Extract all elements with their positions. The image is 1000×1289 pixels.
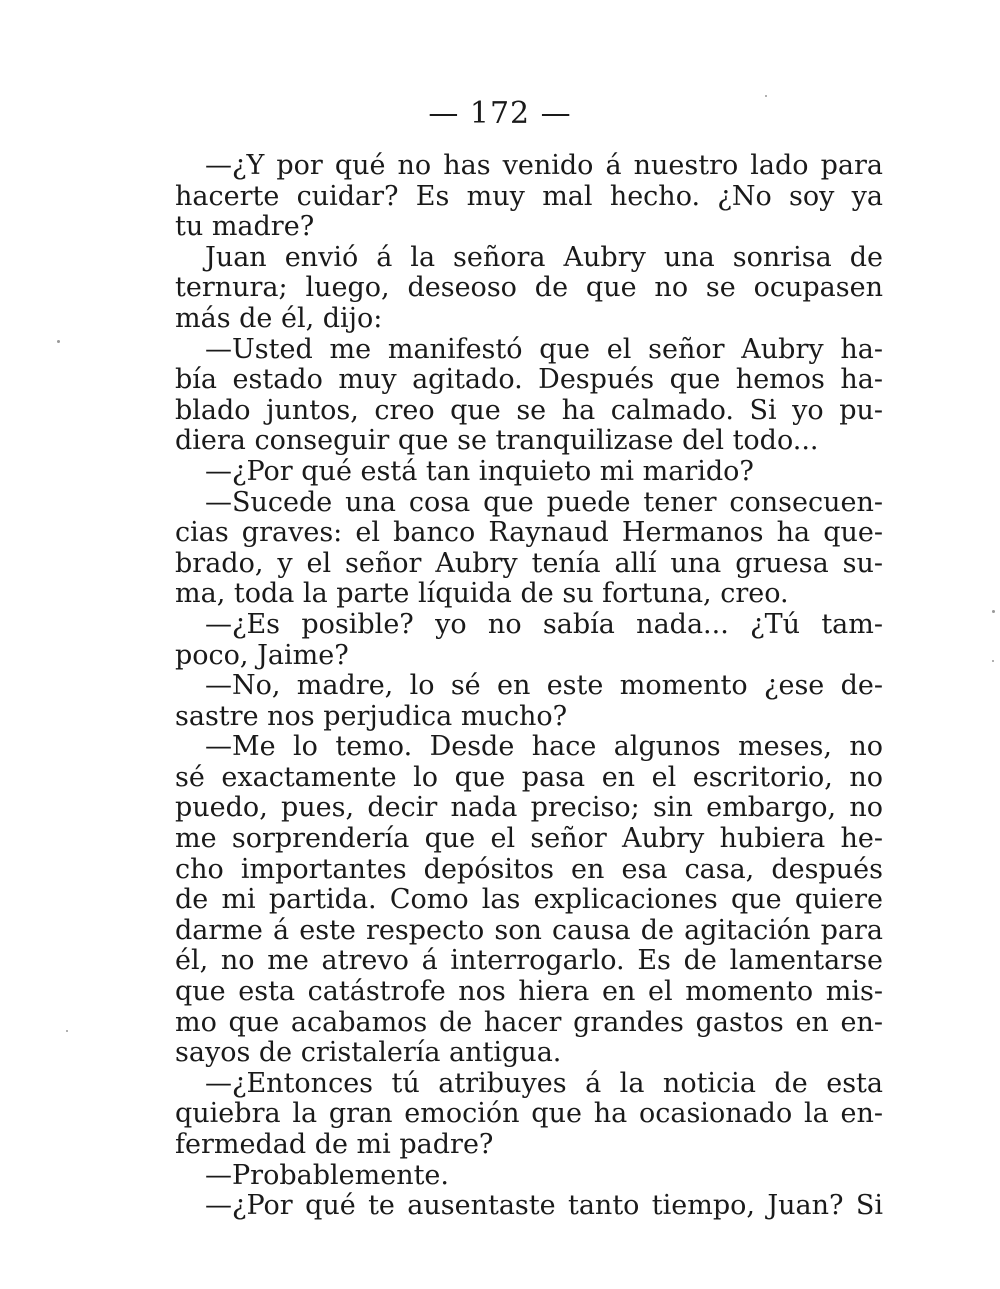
text-line: quiebra la gran emoción que ha ocasionado la en- xyxy=(175,1098,883,1130)
text-line: sé exactamente lo que pasa en el escritorio, no xyxy=(175,761,883,793)
text-line: darme á este respecto son causa de agitación para xyxy=(175,914,883,946)
text-line: —Me lo temo. Desde hace algunos meses, no xyxy=(205,731,883,763)
text-line: que esta catástrofe nos hiera en el momento mis- xyxy=(175,976,883,1008)
text-line: cho importantes depósitos en esa casa, después xyxy=(175,853,883,885)
text-line: sastre nos perjudica mucho? xyxy=(175,700,568,732)
text-line: puedo, pues, decir nada preciso; sin embargo, no xyxy=(175,792,883,824)
page-number: — 172 — xyxy=(428,96,572,131)
text-line: sayos de cristalería antigua. xyxy=(175,1037,562,1069)
text-line: cias graves: el banco Raynaud Hermanos ha que- xyxy=(175,517,883,549)
text-line: fermedad de mi padre? xyxy=(175,1129,494,1160)
text-line: tu madre? xyxy=(175,211,315,243)
text-line: —No, madre, lo sé en este momento ¿ese de- xyxy=(205,670,883,702)
text-line: —¿Entonces tú atribuyes á la noticia de esta xyxy=(205,1067,883,1099)
text-line: —¿Por qué te ausentaste tanto tiempo, Juan? Si xyxy=(205,1190,883,1222)
text-line: Juan envió á la señora Aubry una sonrisa de xyxy=(205,241,883,273)
text-line: diera conseguir que se tranquilizase del todo... xyxy=(175,425,819,457)
text-line: brado, y el señor Aubry tenía allí una gruesa su- xyxy=(175,547,883,579)
text-line: ma, toda la parte líquida de su fortuna, creo. xyxy=(175,578,789,610)
text-line: —¿Es posible? yo no sabía nada... ¿Tú tam- xyxy=(205,608,883,640)
text-line: poco, Jaime? xyxy=(175,639,349,671)
text-line: él, no me atrevo á interrogarlo. Es de lamentarse xyxy=(175,945,883,977)
text-line: —¿Por qué está tan inquieto mi marido? xyxy=(205,455,754,487)
text-line: —¿Y por qué no has venido á nuestro lado para xyxy=(205,150,883,181)
text-line: —Sucede una cosa que puede tener consecuen- xyxy=(205,486,883,518)
text-line: ternura; luego, deseoso de que no se ocupasen xyxy=(175,272,883,304)
text-line: mo que acabamos de hacer grandes gastos en en- xyxy=(175,1006,883,1038)
text-line: me sorprendería que el señor Aubry hubiera he- xyxy=(175,823,883,855)
text-line: blado juntos, creo que se ha calmado. Si yo pu- xyxy=(175,394,883,426)
text-line: hacerte cuidar? Es muy mal hecho. ¿No soy ya xyxy=(175,180,883,212)
text-line: más de él, dijo: xyxy=(175,302,383,334)
body-text xyxy=(175,151,883,1222)
text-line: —Probablemente. xyxy=(205,1159,449,1191)
text-line: bía estado muy agitado. Después que hemos ha- xyxy=(175,364,883,396)
text-line: —Usted me manifestó que el señor Aubry ha- xyxy=(205,333,883,365)
text-line: de mi partida. Como las explicaciones que quiere xyxy=(175,884,883,916)
